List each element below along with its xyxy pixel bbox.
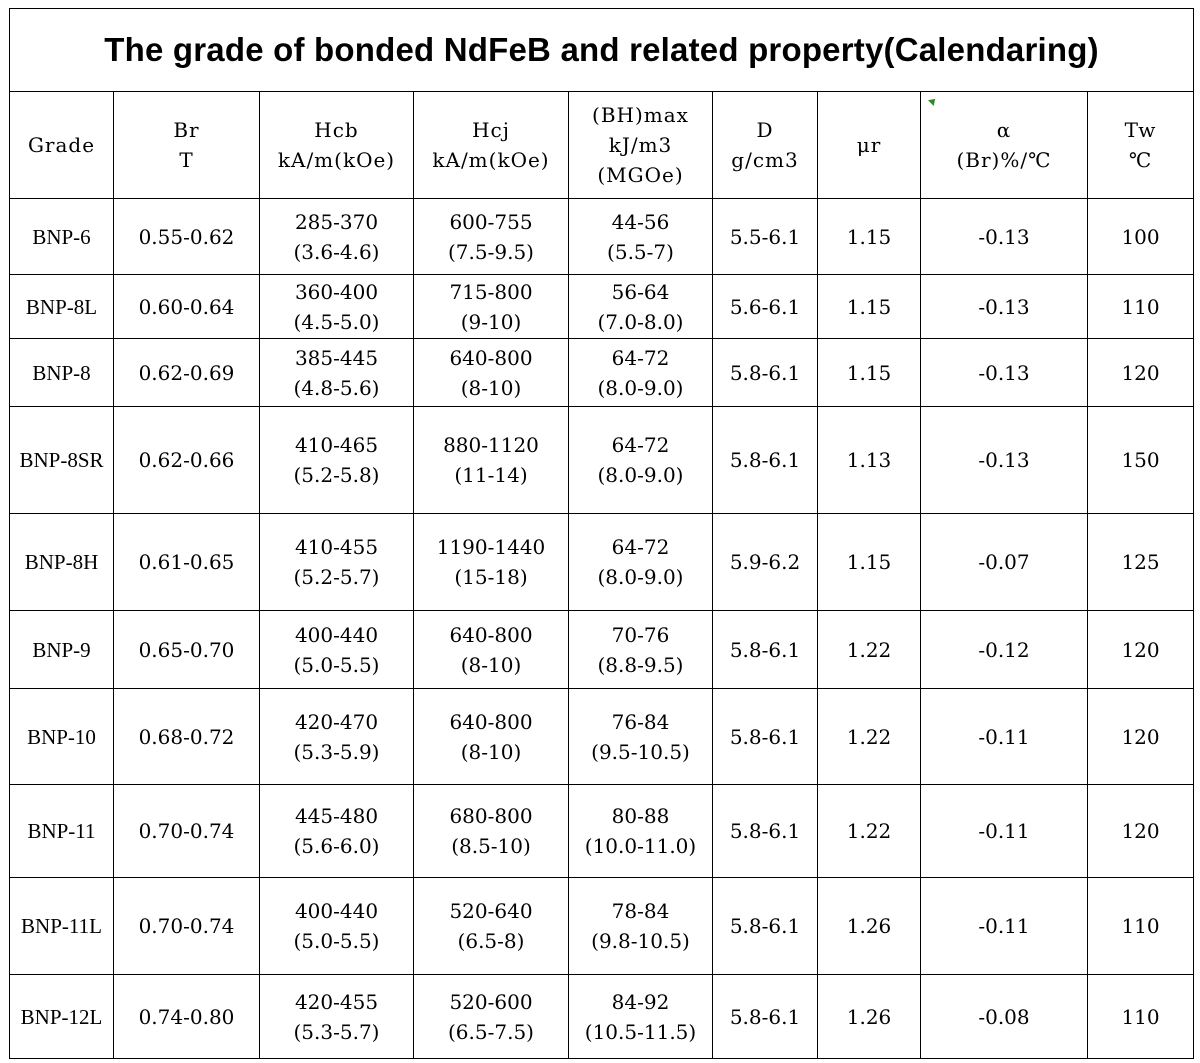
cell-grade: BNP-10: [10, 689, 114, 785]
cell-hcj-line: (6.5-8): [457, 929, 525, 953]
cell-grade: BNP-11L: [10, 878, 114, 975]
cell-grade: BNP-8L: [10, 275, 114, 339]
cell-hcj: [414, 339, 569, 407]
header-bhmax-line: (MGOe): [597, 163, 684, 187]
cell-hcb: [260, 275, 414, 339]
cell-grade: BNP-8SR: [10, 407, 114, 514]
cell-hcj-line: (8-10): [460, 375, 522, 400]
header-alpha-line: α: [996, 118, 1012, 142]
cell-alpha: -0.07: [921, 514, 1088, 611]
cell-hcb-line: (4.8-5.6): [293, 375, 380, 400]
cell-bhmax: [569, 611, 713, 689]
cell-hcj-line: 680-800: [449, 804, 533, 828]
header-grade: [10, 92, 114, 199]
cell-bhmax-line: (8.0-9.0): [597, 375, 684, 400]
cell-alpha: -0.11: [921, 785, 1088, 878]
cell-grade: BNP-11: [10, 785, 114, 878]
table-row: [10, 339, 1194, 407]
header-bhmax-line: (BH)max: [592, 103, 689, 127]
cell-mur: 1.15: [818, 339, 921, 407]
cell-hcb-line: 410-455: [294, 535, 379, 559]
cell-hcj: [414, 689, 569, 785]
header-tw-line: ℃: [1128, 148, 1153, 172]
header-mur-line: μr: [856, 133, 882, 157]
cell-hcb-line: 420-470: [294, 709, 379, 734]
cell-hcj-line: 600-755: [449, 209, 533, 234]
cell-hcj-line: 715-800: [449, 279, 533, 304]
cell-hcj: [414, 878, 569, 975]
header-hcb: [260, 92, 414, 199]
cell-hcj-line: (8-10): [460, 652, 522, 677]
cell-grade: BNP-8: [10, 339, 114, 407]
table-row: [10, 275, 1194, 339]
cell-hcb-line: (5.3-5.9): [293, 739, 380, 764]
cell-hcj-line: 880-1120: [443, 433, 539, 457]
cell-hcb: [260, 514, 414, 611]
cell-hcb: [260, 199, 414, 275]
table-row: [10, 975, 1194, 1059]
cell-bhmax: [569, 199, 713, 275]
cell-bhmax: [569, 785, 713, 878]
header-alpha: [921, 92, 1088, 199]
cell-grade: BNP-9: [10, 611, 114, 689]
cell-br: 0.62-0.69: [114, 339, 260, 407]
cell-hcj: [414, 407, 569, 514]
cell-tw: 110: [1088, 275, 1194, 339]
cell-hcb: [260, 339, 414, 407]
cell-density: 5.6-6.1: [713, 275, 818, 339]
table-row: [10, 611, 1194, 689]
header-bhmax-line: kJ/m3: [608, 133, 673, 157]
cell-bhmax: [569, 514, 713, 611]
cell-grade: BNP-12L: [10, 975, 114, 1059]
cell-hcj-line: (8-10): [460, 739, 522, 764]
header-density: [713, 92, 818, 199]
cell-hcj-line: (8.5-10): [451, 834, 531, 858]
table-row: [10, 514, 1194, 611]
cell-br: 0.74-0.80: [114, 975, 260, 1059]
cell-tw: 150: [1088, 407, 1194, 514]
cell-bhmax: [569, 975, 713, 1059]
cell-tw: 120: [1088, 785, 1194, 878]
header-density-line: D: [756, 118, 774, 142]
cell-mur: 1.22: [818, 611, 921, 689]
cell-density: 5.8-6.1: [713, 878, 818, 975]
cell-alpha: -0.11: [921, 878, 1088, 975]
cell-br: 0.65-0.70: [114, 611, 260, 689]
cell-hcj: [414, 975, 569, 1059]
header-tw-line: Tw: [1124, 118, 1157, 142]
cell-hcj: [414, 611, 569, 689]
cell-alpha: -0.13: [921, 407, 1088, 514]
header-br-line: T: [179, 148, 194, 172]
header-grade-line: Grade: [27, 133, 96, 157]
cell-hcj-line: (6.5-7.5): [448, 1019, 534, 1044]
cell-alpha: -0.13: [921, 275, 1088, 339]
cell-hcj: [414, 785, 569, 878]
cell-br: 0.62-0.66: [114, 407, 260, 514]
cell-bhmax-line: (9.5-10.5): [591, 739, 690, 764]
cell-hcb-line: 445-480: [294, 804, 379, 828]
cell-alpha: -0.13: [921, 199, 1088, 275]
table-body: [10, 199, 1194, 1059]
header-hcj-line: kA/m(kOe): [432, 148, 550, 172]
cell-hcj-line: 1190-1440: [436, 535, 546, 559]
cell-grade: BNP-6: [10, 199, 114, 275]
cell-density: 5.8-6.1: [713, 785, 818, 878]
cell-alpha: -0.13: [921, 339, 1088, 407]
cell-br: 0.60-0.64: [114, 275, 260, 339]
header-br-line: Br: [173, 118, 200, 142]
cell-tw: 100: [1088, 199, 1194, 275]
header-hcb-line: Hcb: [314, 118, 359, 142]
header-tw: [1088, 92, 1194, 199]
table-row: [10, 689, 1194, 785]
cell-mur: 1.13: [818, 407, 921, 514]
cell-bhmax-line: (7.0-8.0): [597, 309, 684, 334]
cell-br: 0.61-0.65: [114, 514, 260, 611]
cell-bhmax-line: 80-88: [611, 804, 670, 828]
cell-hcj: [414, 199, 569, 275]
cell-hcb: [260, 689, 414, 785]
cell-mur: 1.15: [818, 514, 921, 611]
cell-br: 0.70-0.74: [114, 878, 260, 975]
cell-density: 5.5-6.1: [713, 199, 818, 275]
header-hcb-line: kA/m(kOe): [277, 148, 396, 172]
cell-bhmax-line: 44-56: [611, 209, 670, 234]
cell-tw: 125: [1088, 514, 1194, 611]
cell-hcb-line: 400-440: [294, 622, 379, 647]
header-density-line: g/cm3: [731, 148, 799, 172]
header-hcj: [414, 92, 569, 199]
cell-mur: 1.22: [818, 785, 921, 878]
cell-bhmax-line: (9.8-10.5): [591, 929, 690, 953]
table-row: [10, 785, 1194, 878]
cell-hcb: [260, 785, 414, 878]
header-br: [114, 92, 260, 199]
cell-bhmax-line: (8.0-9.0): [597, 463, 684, 487]
table-row: [10, 199, 1194, 275]
cell-alpha: -0.08: [921, 975, 1088, 1059]
cell-hcb-line: (5.0-5.5): [293, 652, 380, 677]
cell-hcj-line: 640-800: [449, 622, 533, 647]
property-table-frame: [9, 8, 1193, 1056]
cell-mur: 1.26: [818, 975, 921, 1059]
cell-bhmax: [569, 275, 713, 339]
cell-hcb: [260, 878, 414, 975]
cell-hcj-line: 520-600: [449, 989, 533, 1014]
cell-hcj-line: 640-800: [449, 345, 533, 370]
cell-hcb-line: (5.0-5.5): [293, 929, 380, 953]
table-title: The grade of bonded NdFeB and related property(Calendaring): [10, 9, 1194, 92]
cell-bhmax-line: (5.5-7): [607, 239, 674, 264]
cell-hcj-line: 640-800: [449, 709, 533, 734]
cell-mur: 1.22: [818, 689, 921, 785]
cell-bhmax-line: 64-72: [611, 345, 670, 370]
cell-density: 5.9-6.2: [713, 514, 818, 611]
cell-hcb-line: (4.5-5.0): [293, 309, 380, 334]
cell-density: 5.8-6.1: [713, 975, 818, 1059]
cell-hcb: [260, 611, 414, 689]
cell-hcb-line: (5.2-5.7): [293, 565, 380, 589]
cell-hcb: [260, 407, 414, 514]
cell-bhmax-line: 84-92: [611, 989, 670, 1014]
cell-alpha: -0.11: [921, 689, 1088, 785]
cell-hcb-line: 360-400: [294, 279, 379, 304]
cell-hcb-line: (5.3-5.7): [293, 1019, 380, 1044]
cell-bhmax: [569, 407, 713, 514]
cell-bhmax: [569, 689, 713, 785]
cell-hcj-line: (11-14): [454, 463, 528, 487]
cell-mur: 1.15: [818, 275, 921, 339]
cell-hcj: [414, 275, 569, 339]
cell-bhmax-line: (8.8-9.5): [597, 652, 684, 677]
cell-br: 0.70-0.74: [114, 785, 260, 878]
cell-bhmax-line: (8.0-9.0): [597, 565, 684, 589]
cell-mur: 1.26: [818, 878, 921, 975]
cell-hcb-line: (5.6-6.0): [293, 834, 380, 858]
header-row: [10, 92, 1194, 199]
cell-hcj-line: (9-10): [460, 309, 522, 334]
cell-br: 0.68-0.72: [114, 689, 260, 785]
header-bhmax: [569, 92, 713, 199]
cell-mur: 1.15: [818, 199, 921, 275]
cell-hcb-line: 420-455: [294, 989, 379, 1014]
cell-density: 5.8-6.1: [713, 339, 818, 407]
cell-hcb-line: 385-445: [294, 345, 379, 370]
cell-bhmax: [569, 339, 713, 407]
table-row: [10, 878, 1194, 975]
cell-hcb-line: 285-370: [294, 209, 379, 234]
cell-bhmax-line: (10.5-11.5): [584, 1019, 697, 1044]
cell-hcb-line: (5.2-5.8): [293, 463, 380, 487]
cell-br: 0.55-0.62: [114, 199, 260, 275]
header-alpha-line: (Br)%/℃: [956, 148, 1052, 172]
cell-bhmax-line: 64-72: [611, 433, 670, 457]
cell-grade: BNP-8H: [10, 514, 114, 611]
cell-hcj-line: (15-18): [454, 565, 528, 589]
cell-bhmax-line: 70-76: [611, 622, 670, 647]
cell-hcb-line: (3.6-4.6): [293, 239, 380, 264]
cell-bhmax-line: 64-72: [611, 535, 670, 559]
cell-hcj-line: 520-640: [449, 899, 533, 923]
cell-bhmax-line: 76-84: [611, 709, 670, 734]
cell-tw: 110: [1088, 975, 1194, 1059]
title-row: [10, 9, 1194, 92]
cell-alpha: -0.12: [921, 611, 1088, 689]
cell-bhmax: [569, 878, 713, 975]
table-row: [10, 407, 1194, 514]
cell-tw: 120: [1088, 689, 1194, 785]
property-table: [9, 8, 1194, 1059]
cell-bhmax-line: 56-64: [611, 279, 670, 304]
cell-hcb-line: 400-440: [294, 899, 379, 923]
cell-density: 5.8-6.1: [713, 689, 818, 785]
cell-tw: 120: [1088, 611, 1194, 689]
cell-hcb: [260, 975, 414, 1059]
cell-bhmax-line: 78-84: [611, 899, 670, 923]
cell-hcj-line: (7.5-9.5): [448, 239, 534, 264]
cell-tw: 120: [1088, 339, 1194, 407]
cell-tw: 110: [1088, 878, 1194, 975]
header-hcj-line: Hcj: [472, 118, 510, 142]
cell-hcb-line: 410-465: [294, 433, 379, 457]
header-mur: [818, 92, 921, 199]
cell-bhmax-line: (10.0-11.0): [584, 834, 697, 858]
cell-density: 5.8-6.1: [713, 407, 818, 514]
cell-density: 5.8-6.1: [713, 611, 818, 689]
cell-hcj: [414, 514, 569, 611]
